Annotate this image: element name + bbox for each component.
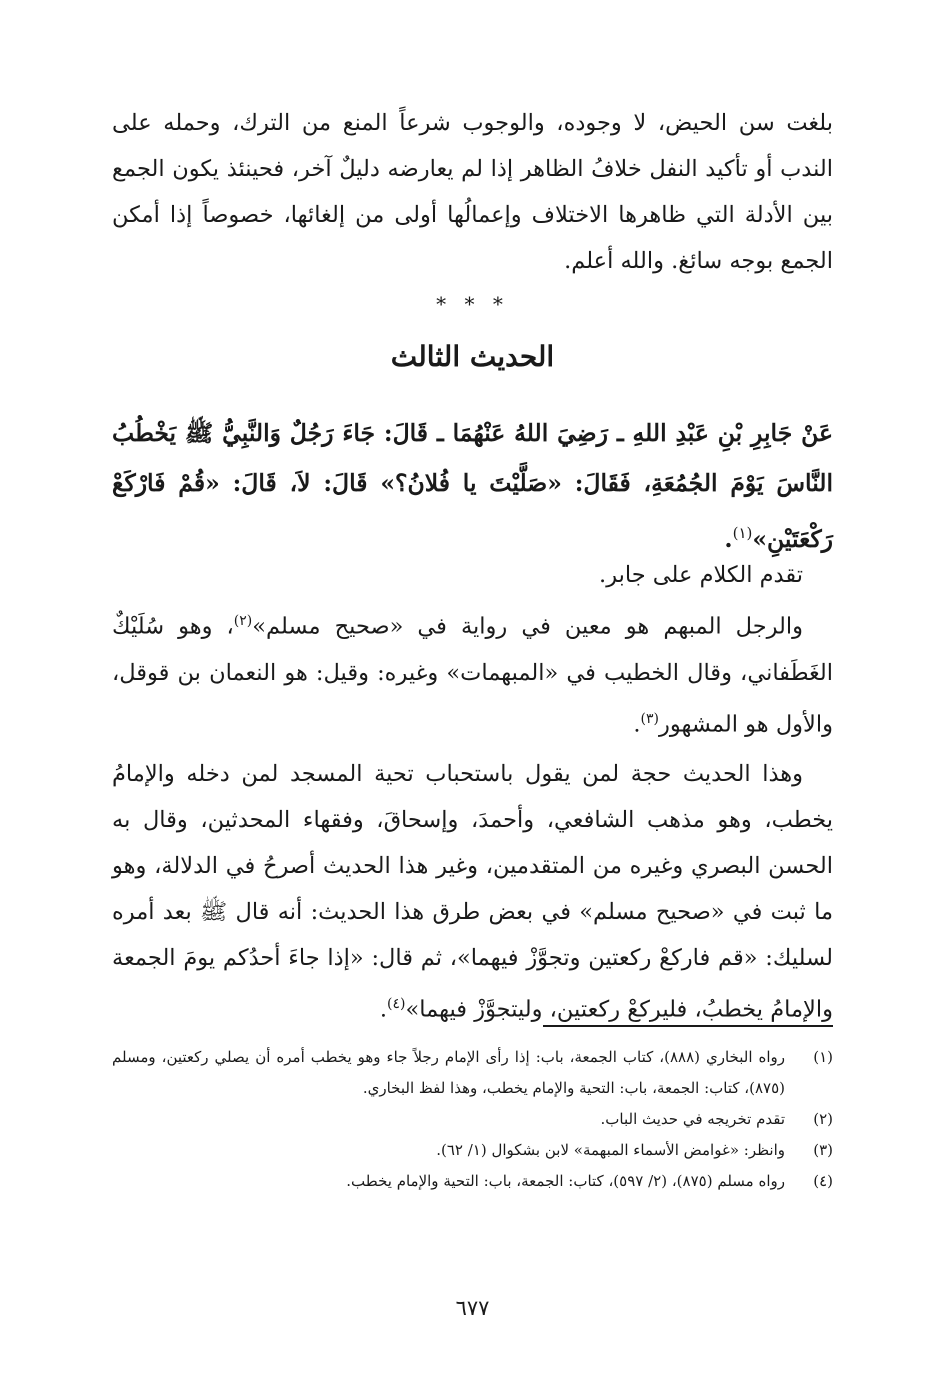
paragraph-tahiyya-text: وهذا الحديث حجة لمن يقول باستحباب تحية المسجد لمن دخله والإمامُ يخطب، وهو مذهب الشافعي، وأحمدَ، وإسحاقَ، وفقهاء المحدثين، وقال به الحسن البصري وغيره من المتقدمين، وغير هذا الحديث أصرحُ في الدلالة، وهو ما ثبت في «صحيح مسلم» في بعض طرق هذا الحديث: أنه قال ﷺ بعد أمره لسليك: «قم فاركعْ ركعتين وتجوَّزْ فيهما»، ثم قال: «إذا جاءَ أحدُكم يومَ الجمعة والإمامُ يخطبُ، فليركعْ ركعتين، وليتجوَّزْ فيهما»: [112, 761, 833, 1023]
footnote-number: (٣): [813, 1141, 833, 1159]
footnote-text: تقدم تخريجه في حديث الباب.: [600, 1110, 785, 1128]
paragraph-jabir: تقدم الكلام على جابر.: [599, 562, 803, 588]
footnote-divider: [543, 1025, 833, 1027]
paragraph-tahiyya: [112, 751, 833, 1033]
page-number: ٦٧٧: [455, 1296, 490, 1320]
footnote-4: [112, 1166, 833, 1197]
footnote-number: (٤): [813, 1172, 833, 1190]
top-paragraph-text: بلغت سن الحيض، لا وجوده، والوجوب شرعاً المنع من الترك، وحمله على الندب أو تأكيد النفل خلافُ الظاهر إذا لم يعارضه دليلٌ آخر، فحينئذ يكون الجمع بين الأدلة التي ظاهرها الاختلاف وإعمالُها أولى من إلغائها، خصوصاً إذا أمكن الجمع بوجه سائغ. والله أعلم.: [112, 110, 833, 274]
footnote-text: وانظر: «غوامض الأسماء المبهمة» لابن بشكوال (١/ ٦٢).: [436, 1141, 785, 1159]
paragraph-mubham-b: ، وهو سُلَيْكٌ الغَطَفاني، وقال الخطيب في «المبهمات» وغيره: وقيل: هو النعمان بن قوقل، والأول هو المشهور: [112, 613, 833, 737]
footnote-3: [112, 1135, 833, 1166]
hadith-text: عَنْ جَابِرِ بْنِ عَبْدِ اللهِ ـ رَضِيَ اللهُ عَنْهُمَا ـ قَالَ: جَاءَ رَجُلٌ وَالنَّبِيُّ ﷺ يَخْطُبُ النَّاسَ يَوْمَ الجُمُعَةِ، فَقَالَ: «صَلَّيْتَ يا فُلانُ؟» قَالَ: لاَ، قَالَ: «قُمْ فَارْكَعْ رَكْعَتَيْنِ»: [112, 419, 833, 553]
footnote-text: رواه البخاري (٨٨٨)، كتاب الجمعة، باب: إذا رأى الإمام رجلاً جاء وهو يخطب أمره أن يصلي ركعتين، ومسلم (٨٧٥)، كتاب: الجمعة، باب: التحية والإمام يخطب، وهذا لفظ البخاري.: [112, 1048, 786, 1097]
commentary: [112, 552, 833, 1033]
footnote-ref-2: (٢): [233, 613, 253, 629]
section-separator: * * *: [436, 292, 509, 316]
footnote-number: (١): [813, 1048, 833, 1066]
hadith-end: .: [724, 524, 733, 553]
paragraph-mubham-end: .: [633, 711, 641, 737]
footnote-ref-3: (٣): [640, 710, 659, 727]
footnotes: [112, 1042, 833, 1197]
paragraph-mubham: [112, 598, 833, 747]
footnote-1: [112, 1042, 833, 1104]
footnote-number: (٢): [813, 1110, 833, 1128]
footnote-text: رواه مسلم (٨٧٥)، (٢/ ٥٩٧)، كتاب: الجمعة، باب: التحية والإمام يخطب.: [346, 1172, 785, 1190]
hadith-text-block: [112, 408, 833, 564]
section-title: الحديث الثالث: [390, 340, 555, 373]
paragraph-tahiyya-end: .: [379, 996, 388, 1023]
footnote-ref-4: (٤): [387, 996, 406, 1012]
footnote-ref-1: (١): [732, 524, 753, 542]
paragraph-mubham-a: والرجل المبهم هو معين في رواية في «صحيح مسلم»: [252, 613, 803, 640]
footnote-2: [112, 1104, 833, 1135]
continued-paragraph: [112, 100, 833, 284]
